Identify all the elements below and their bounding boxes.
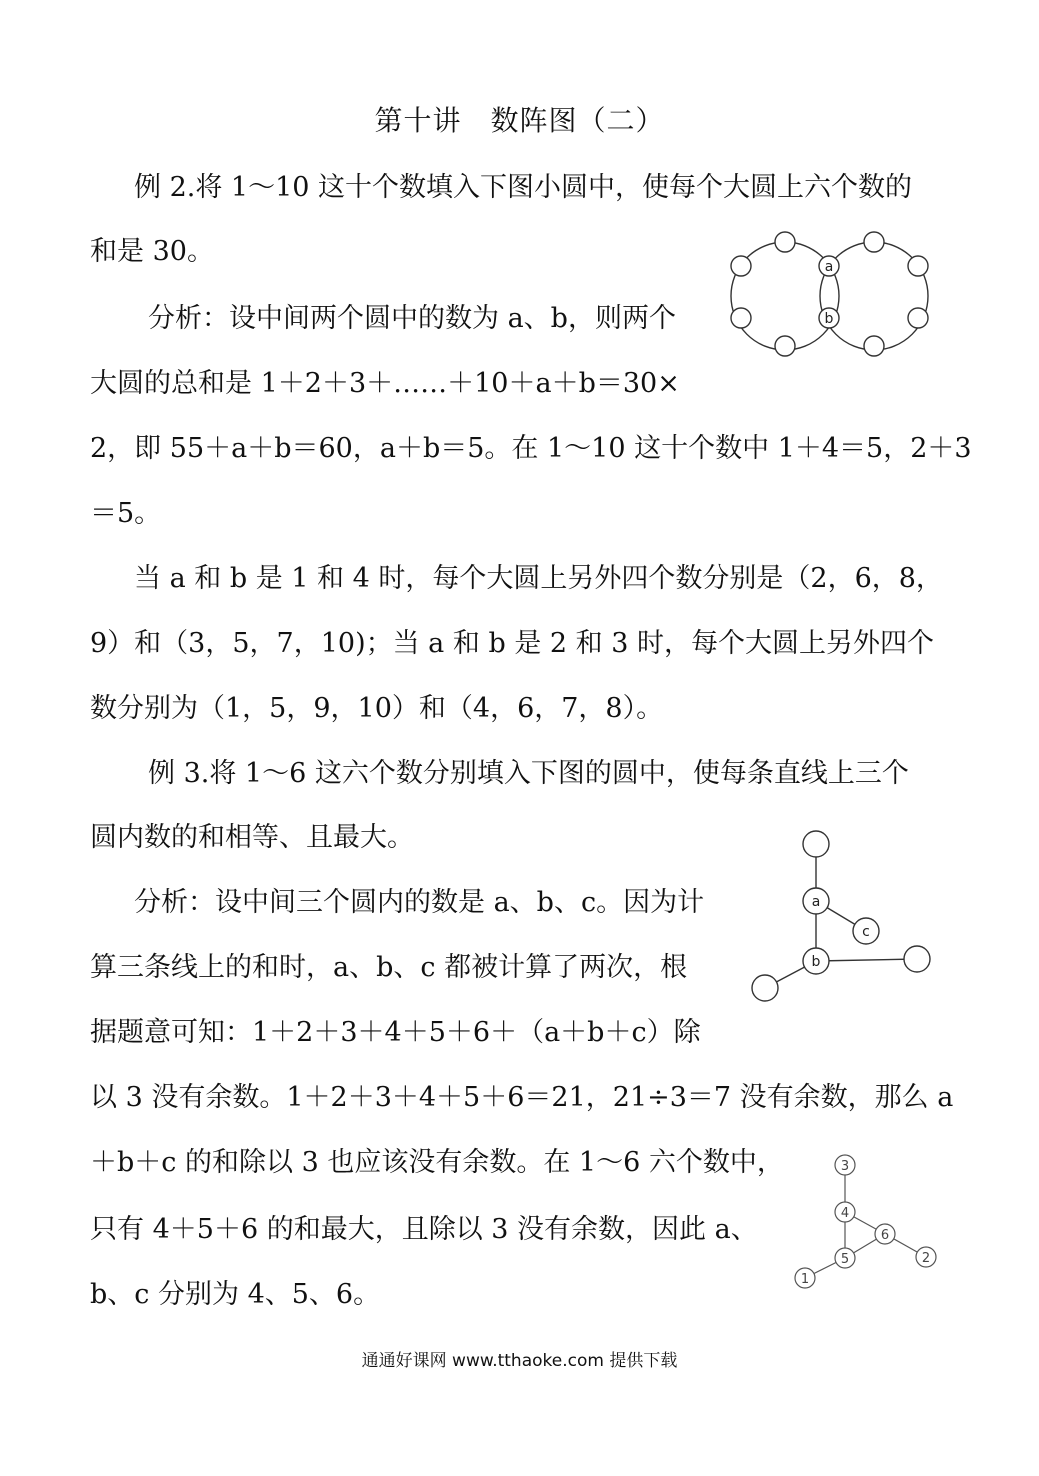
example3-problem-line2: 圆内数的和相等、且最大。 <box>90 822 414 853</box>
outer-circle-left <box>752 975 778 1001</box>
small-circle <box>731 308 751 328</box>
triangle-diagram-numbers <box>790 1150 950 1300</box>
small-circle <box>775 336 795 356</box>
example3-analysis-line3: 据题意可知：1＋2＋3＋4＋5＋6＋（a＋b＋c）除 <box>90 1017 701 1048</box>
example2-analysis-line1: 分析：设中间两个圆中的数为 a、b，则两个 <box>148 303 676 334</box>
number-left: 1 <box>800 1272 810 1287</box>
example2-analysis-line2: 大圆的总和是 1＋2＋3＋……＋10＋a＋b＝30× <box>90 368 680 399</box>
example2-analysis-line4: ＝5。 <box>90 498 162 529</box>
example3-analysis-line2: 算三条线上的和时，a、b、c 都被计算了两次，根 <box>90 952 688 983</box>
number-right: 2 <box>921 1251 931 1266</box>
two-circles-diagram <box>720 222 940 362</box>
label-b: b <box>824 311 834 327</box>
number-b: 5 <box>840 1252 850 1267</box>
label-b: b <box>811 954 821 970</box>
small-circle <box>731 256 751 276</box>
small-circle <box>908 256 928 276</box>
number-c: 6 <box>880 1228 890 1243</box>
label-a: a <box>824 259 834 275</box>
example3-analysis-line1: 分析：设中间三个圆内的数是 a、b、c。因为计 <box>134 887 705 918</box>
number-top: 3 <box>840 1159 850 1174</box>
example2-case-line1: 当 a 和 b 是 1 和 4 时，每个大圆上另外四个数分别是（2，6，8， <box>134 563 943 594</box>
footer-credit: 通通好课网 www.tthaoke.com 提供下载 <box>361 1351 678 1371</box>
example3-analysis-line5: ＋b＋c 的和除以 3 也应该没有余数。在 1～6 六个数中， <box>90 1147 784 1178</box>
example3-analysis-line4: 以 3 没有余数。1＋2＋3＋4＋5＋6＝21，21÷3＝7 没有余数，那么 a <box>90 1082 954 1113</box>
example3-analysis-line6: 只有 4＋5＋6 的和最大，且除以 3 没有余数，因此 a、 <box>90 1214 758 1245</box>
page-title: 第十讲 数阵图（二） <box>374 104 665 137</box>
small-circle <box>908 308 928 328</box>
example3-problem-line1: 例 3.将 1～6 这六个数分别填入下图的圆中，使每条直线上三个 <box>148 758 909 789</box>
small-circle <box>864 336 884 356</box>
example2-case-line2: 9）和（3，5，7，10)；当 a 和 b 是 2 和 3 时，每个大圆上另外四个 <box>90 628 934 659</box>
example2-case-line3: 数分别为（1，5，9，10）和（4，6，7，8）。 <box>90 693 664 724</box>
outer-circle-right <box>904 946 930 972</box>
small-circle <box>775 232 795 252</box>
outer-circle-top <box>803 831 829 857</box>
example2-problem-line1: 例 2.将 1～10 这十个数填入下图小圆中，使每个大圆上六个数的 <box>134 172 913 203</box>
example2-analysis-line3: 2，即 55＋a＋b＝60，a＋b＝5。在 1～10 这十个数中 1＋4＝5，2＋3 <box>90 433 972 464</box>
example3-analysis-line7: b、c 分别为 4、5、6。 <box>90 1279 381 1310</box>
triangle-diagram-letters <box>745 826 945 1006</box>
number-a: 4 <box>840 1206 850 1221</box>
example2-problem-line2: 和是 30。 <box>90 236 214 267</box>
label-a: a <box>811 894 821 910</box>
small-circle <box>864 232 884 252</box>
label-c: c <box>862 924 870 940</box>
